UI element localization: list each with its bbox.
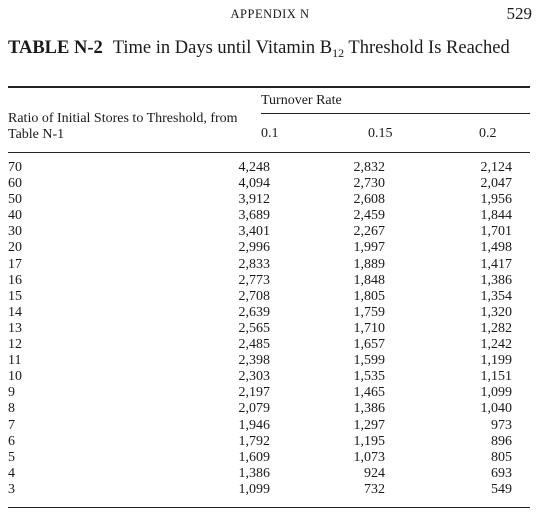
days-cell: 2,773 <box>238 272 270 288</box>
ratio-cell: 40 <box>8 208 22 224</box>
days-cell: 2,639 <box>238 304 270 320</box>
ratio-cell: 70 <box>8 160 22 175</box>
table-title-text: Time in Days until Vitamin B <box>112 38 333 58</box>
ratio-cell: 12 <box>8 337 22 353</box>
ratio-cell: 17 <box>8 256 22 272</box>
days-cell: 1,792 <box>238 433 270 449</box>
table-row <box>0 305 540 321</box>
days-cell: 2,197 <box>238 385 270 401</box>
days-cell: 2,996 <box>238 240 270 256</box>
days-cell: 1,282 <box>480 320 512 336</box>
days-cell: 1,297 <box>353 417 385 433</box>
days-cell: 4,094 <box>238 176 270 192</box>
column-header-0.2: 0.2 <box>479 126 497 141</box>
table-row <box>0 434 540 450</box>
column-header-0.1: 0.1 <box>261 126 279 141</box>
group-header: Turnover Rate <box>261 93 342 108</box>
table-top-rule <box>8 86 530 88</box>
days-cell: 2,608 <box>353 192 385 208</box>
days-cell: 2,398 <box>238 353 270 369</box>
days-cell: 1,701 <box>480 224 512 240</box>
table-row <box>0 321 540 337</box>
days-cell: 2,079 <box>238 401 270 417</box>
running-head-title: APPENDIX N <box>230 7 310 21</box>
table-row <box>0 418 540 434</box>
days-cell: 1,609 <box>238 449 270 465</box>
days-cell: 1,099 <box>238 481 270 497</box>
ratio-cell: 8 <box>8 401 15 417</box>
days-cell: 732 <box>364 481 385 497</box>
ratio-cell: 3 <box>8 481 15 497</box>
column-header-0.15: 0.15 <box>368 126 393 141</box>
table-title-rest: Threshold Is Reached <box>344 38 510 58</box>
ratio-cell: 60 <box>8 176 22 192</box>
table-caption <box>8 38 528 59</box>
ratio-cell: 20 <box>8 240 22 256</box>
table-row <box>0 208 540 224</box>
days-cell: 1,242 <box>480 337 512 353</box>
days-cell: 1,848 <box>353 272 385 288</box>
table-title-subscript: 12 <box>332 46 345 60</box>
days-cell: 1,946 <box>238 417 270 433</box>
page-number: 529 <box>506 4 532 23</box>
days-cell: 1,805 <box>353 288 385 304</box>
days-cell: 1,759 <box>353 304 385 320</box>
ratio-cell: 16 <box>8 272 22 288</box>
days-cell: 1,199 <box>480 353 512 369</box>
days-cell: 2,833 <box>238 256 270 272</box>
table-row <box>0 224 540 240</box>
days-cell: 805 <box>491 449 512 465</box>
days-cell: 2,485 <box>238 337 270 353</box>
days-cell: 2,708 <box>238 288 270 304</box>
days-cell: 924 <box>364 465 385 481</box>
table-row <box>0 240 540 256</box>
table-row <box>0 369 540 385</box>
ratio-cell: 30 <box>8 224 22 240</box>
days-cell: 1,997 <box>353 240 385 256</box>
days-cell: 1,844 <box>480 208 512 224</box>
days-cell: 2,267 <box>353 224 385 240</box>
table-row <box>0 353 540 369</box>
days-cell: 549 <box>491 481 512 497</box>
days-cell: 1,386 <box>353 401 385 417</box>
days-cell: 3,689 <box>238 208 270 224</box>
group-header-rule <box>261 113 530 114</box>
table-row <box>0 337 540 353</box>
ratio-cell: 6 <box>8 433 15 449</box>
days-cell: 1,889 <box>353 256 385 272</box>
days-cell: 1,099 <box>480 385 512 401</box>
table-header-rule <box>8 152 530 153</box>
days-cell: 1,073 <box>353 449 385 465</box>
ratio-cell: 15 <box>8 288 22 304</box>
table-row <box>0 160 540 176</box>
days-cell: 1,417 <box>480 256 512 272</box>
days-cell: 1,195 <box>353 433 385 449</box>
days-cell: 2,124 <box>480 160 512 175</box>
ratio-cell: 50 <box>8 192 22 208</box>
days-cell: 2,459 <box>353 208 385 224</box>
ratio-cell: 5 <box>8 449 15 465</box>
table-row <box>0 176 540 192</box>
table-row <box>0 289 540 305</box>
days-cell: 2,303 <box>238 369 270 385</box>
ratio-cell: 7 <box>8 417 15 433</box>
days-cell: 3,401 <box>238 224 270 240</box>
stub-header: Ratio of Initial Stores to Threshold, from Table N-1 <box>8 111 238 142</box>
days-cell: 693 <box>491 465 512 481</box>
table-row <box>0 257 540 273</box>
days-cell: 3,912 <box>238 192 270 208</box>
table-row <box>0 466 540 482</box>
ratio-cell: 10 <box>8 369 22 385</box>
days-cell: 1,386 <box>480 272 512 288</box>
days-cell: 1,535 <box>353 369 385 385</box>
table-row <box>0 192 540 208</box>
days-cell: 1,151 <box>480 369 512 385</box>
days-cell: 1,465 <box>353 385 385 401</box>
running-head <box>0 4 540 24</box>
table-row <box>0 482 540 498</box>
days-cell: 1,320 <box>480 304 512 320</box>
ratio-cell: 9 <box>8 385 15 401</box>
days-cell: 2,047 <box>480 176 512 192</box>
days-cell: 1,599 <box>353 353 385 369</box>
days-cell: 1,710 <box>353 320 385 336</box>
days-cell: 2,832 <box>353 160 385 175</box>
table-bottom-rule <box>8 507 530 508</box>
table-label: TABLE N-2 <box>8 38 103 58</box>
ratio-cell: 4 <box>8 465 15 481</box>
table-row <box>0 401 540 417</box>
days-cell: 1,657 <box>353 337 385 353</box>
days-cell: 2,730 <box>353 176 385 192</box>
days-cell: 4,248 <box>238 160 270 175</box>
ratio-cell: 14 <box>8 304 22 320</box>
table-row <box>0 385 540 401</box>
days-cell: 1,498 <box>480 240 512 256</box>
days-cell: 1,354 <box>480 288 512 304</box>
days-cell: 1,956 <box>480 192 512 208</box>
ratio-cell: 13 <box>8 320 22 336</box>
table-row <box>0 273 540 289</box>
days-cell: 2,565 <box>238 320 270 336</box>
days-cell: 1,040 <box>480 401 512 417</box>
days-cell: 1,386 <box>238 465 270 481</box>
table-body <box>0 160 540 498</box>
ratio-cell: 11 <box>8 353 22 369</box>
days-cell: 896 <box>491 433 512 449</box>
table-row <box>0 450 540 466</box>
days-cell: 973 <box>491 417 512 433</box>
